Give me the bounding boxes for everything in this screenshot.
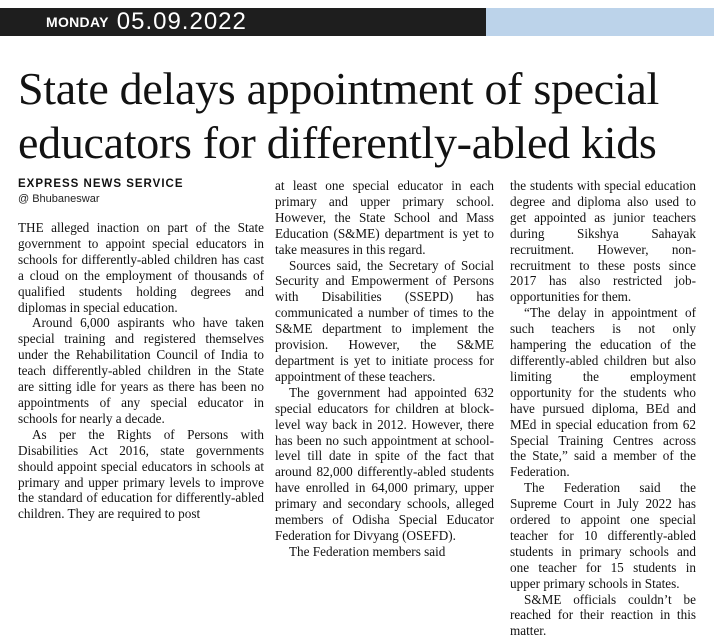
paragraph: the students with special education degree and diploma also used to get appointed as junior teachers during Sikshya Sahayak recruitment. However, non-recruitment to these posts since 2017 has also restricted job-opportunities for them. bbox=[510, 178, 696, 305]
paragraph: at least one special educator in each primary and upper primary school. However, the State School and Mass Education (S&ME) department is yet to take measures in this regard. bbox=[275, 178, 494, 257]
masthead-bar bbox=[0, 8, 714, 36]
masthead-date-strip bbox=[0, 8, 486, 36]
article-headline bbox=[18, 62, 708, 170]
paragraph: As per the Rights of Persons with Disabilities Act 2016, state governments should appoint special educators in schools at primary and upper primary levels to improve the standard of education for differently-abled children. They are required to post bbox=[18, 426, 264, 522]
dateline: @ Bhubaneswar bbox=[18, 193, 100, 205]
article-column-2 bbox=[275, 178, 494, 560]
article-column-3 bbox=[510, 178, 696, 639]
headline-line-2: educators for differently-abled kids bbox=[18, 117, 657, 168]
headline-line-1: State delays appointment of special bbox=[18, 63, 659, 114]
paragraph: Sources said, the Secretary of Social Security and Empowerment of Persons with Disabilities (SSEPD) has communicated a number of times to the S&ME department to implement the provision. However, the S&ME department is yet to initiate process for appointment of these teachers. bbox=[275, 257, 494, 384]
paragraph: The Federation members said bbox=[289, 543, 446, 559]
masthead-accent-strip bbox=[486, 8, 714, 36]
paragraph: The government had appointed 632 special educators for children at block-level way back in 2012. However, there has been no such appointment at school-level till date in spite of the fact that around 82,000 differently-abled students have enrolled in 64,000 primary, upper primary and secondary schools, alleged members of Odisha Special Educator Federation for Divyang (OSEFD). bbox=[275, 384, 494, 543]
byline: EXPRESS NEWS SERVICE bbox=[18, 178, 184, 190]
paragraph: The Federation said the Supreme Court in July 2022 has ordered to appoint one special teacher for 10 differently-abled students in primary schools and one teacher for 15 students in upper primary schools in States. bbox=[510, 480, 696, 591]
masthead-date: 05.09.2022 bbox=[116, 8, 247, 35]
masthead-day: MONDAY bbox=[46, 14, 109, 30]
paragraph: S&ME officials couldn’t be reached for their reaction in this matter. bbox=[510, 591, 696, 639]
paragraph: “The delay in appointment of such teachers is not only hampering the education of the differently-abled children but also limiting the employment opportunity for the students who have pursued diploma, BEd and MEd in special education from 62 Special Training Centres across the State,” said a member of the Federation. bbox=[510, 305, 696, 480]
paragraph: THE alleged inaction on part of the State government to appoint special educators in schools for differently-abled children has cast a cloud on the employment of thousands of qualified students holding degrees and diplomas in special education. bbox=[18, 220, 264, 315]
paragraph: Around 6,000 aspirants who have taken special training and registered themselves under the Rehabilitation Council of India to teach differently-abled children in the State are sitting idle for years as there has been no appointments of any special educator in schools for nearly a decade. bbox=[18, 315, 264, 426]
article-column-1 bbox=[18, 220, 264, 522]
